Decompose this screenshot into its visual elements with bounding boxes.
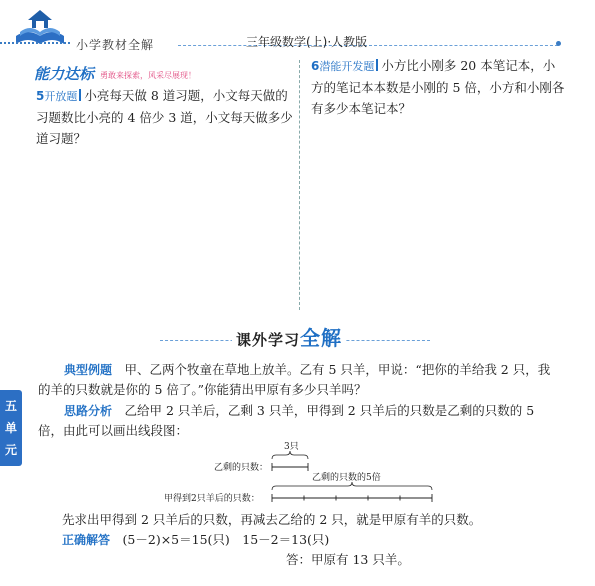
brace-row-2 (272, 482, 432, 490)
analysis-label: 思路分析 (64, 404, 113, 418)
solution-label: 正确解答 (62, 533, 111, 547)
section-header (160, 316, 430, 356)
header-rule (178, 44, 558, 46)
section-title (232, 322, 346, 351)
example-text: 甲、乙两个牧童在草地上放羊。乙有 5 只羊，甲说：“把你的羊给我 2 只，我的羊的只数就是你的 5 倍了。”你能猜出甲原有多少只羊吗？ (38, 362, 551, 397)
ability-banner (34, 62, 196, 84)
question-6 (311, 55, 567, 119)
banner-title: 能力达标 (34, 64, 95, 83)
question-6-text: 小方比小刚多 20 本笔记本，小方的笔记本本数是小刚的 5 倍，小方和小刚各有多少本笔记本？ (311, 58, 565, 116)
side-tab-char-1: 五 (4, 399, 17, 413)
side-tab-char-2: 单 (4, 421, 17, 435)
question-5-tag (36, 90, 84, 103)
line-segment-diagram (160, 440, 460, 510)
thinking-analysis (38, 401, 560, 441)
conclusion-text: 先求出甲得到 2 只羊后的只数，再减去乙给的 2 只，就是甲原有羊的只数。 (62, 512, 482, 527)
section-title-prefix: 课外学习 (236, 331, 301, 349)
brace-label: 3只 (284, 442, 299, 452)
row-2-top-label: 乙剩的只数的5倍 (312, 473, 381, 483)
question-5-text: 小亮每天做 8 道习题，小文每天做的习题数比小亮的 4 倍少 3 道，小文每天做多少道习题？ (36, 88, 293, 146)
banner-slogan: 勇敢来探索，风采尽展现！ (100, 70, 197, 80)
row-1-segment (272, 463, 308, 471)
grade-edition: 三年级数学(上)·人教版 (246, 35, 368, 49)
side-tab-char-3: 元 (4, 443, 17, 457)
question-5-number: 5 (36, 89, 45, 103)
solution-text: (5－2)×5＝15(只) 15－2＝13(只) (122, 532, 330, 547)
typical-example (38, 360, 560, 400)
section-title-emphasis: 全解 (300, 326, 343, 350)
brace-row-1 (272, 451, 308, 459)
question-5 (36, 85, 294, 149)
column-divider (299, 60, 300, 310)
question-6-number: 6 (311, 59, 320, 73)
correct-answer (62, 530, 562, 550)
book-title: 小学教材全解 (76, 38, 155, 52)
question-5-type: 开放题 (44, 90, 78, 103)
analysis-text: 乙给甲 2 只羊后，乙剩 3 只羊，甲得到 2 只羊后的只数是乙剩的只数的 5 倍，由此可以画出线段图： (38, 403, 535, 438)
header-dotted-rule (0, 40, 70, 44)
final-answer: 答：甲原有 13 只羊。 (286, 552, 410, 567)
book-logo-icon (8, 6, 72, 52)
row-2-segments (272, 494, 432, 502)
row-1-label: 乙剩的只数： (214, 463, 269, 473)
unit-side-tab (0, 390, 22, 466)
question-6-tag (311, 60, 381, 73)
example-label: 典型例题 (64, 363, 113, 377)
header-rule-end-dot (556, 41, 561, 46)
row-2-label: 甲得到2只羊后的只数： (164, 494, 260, 504)
question-6-type: 潜能开发题 (319, 60, 375, 73)
